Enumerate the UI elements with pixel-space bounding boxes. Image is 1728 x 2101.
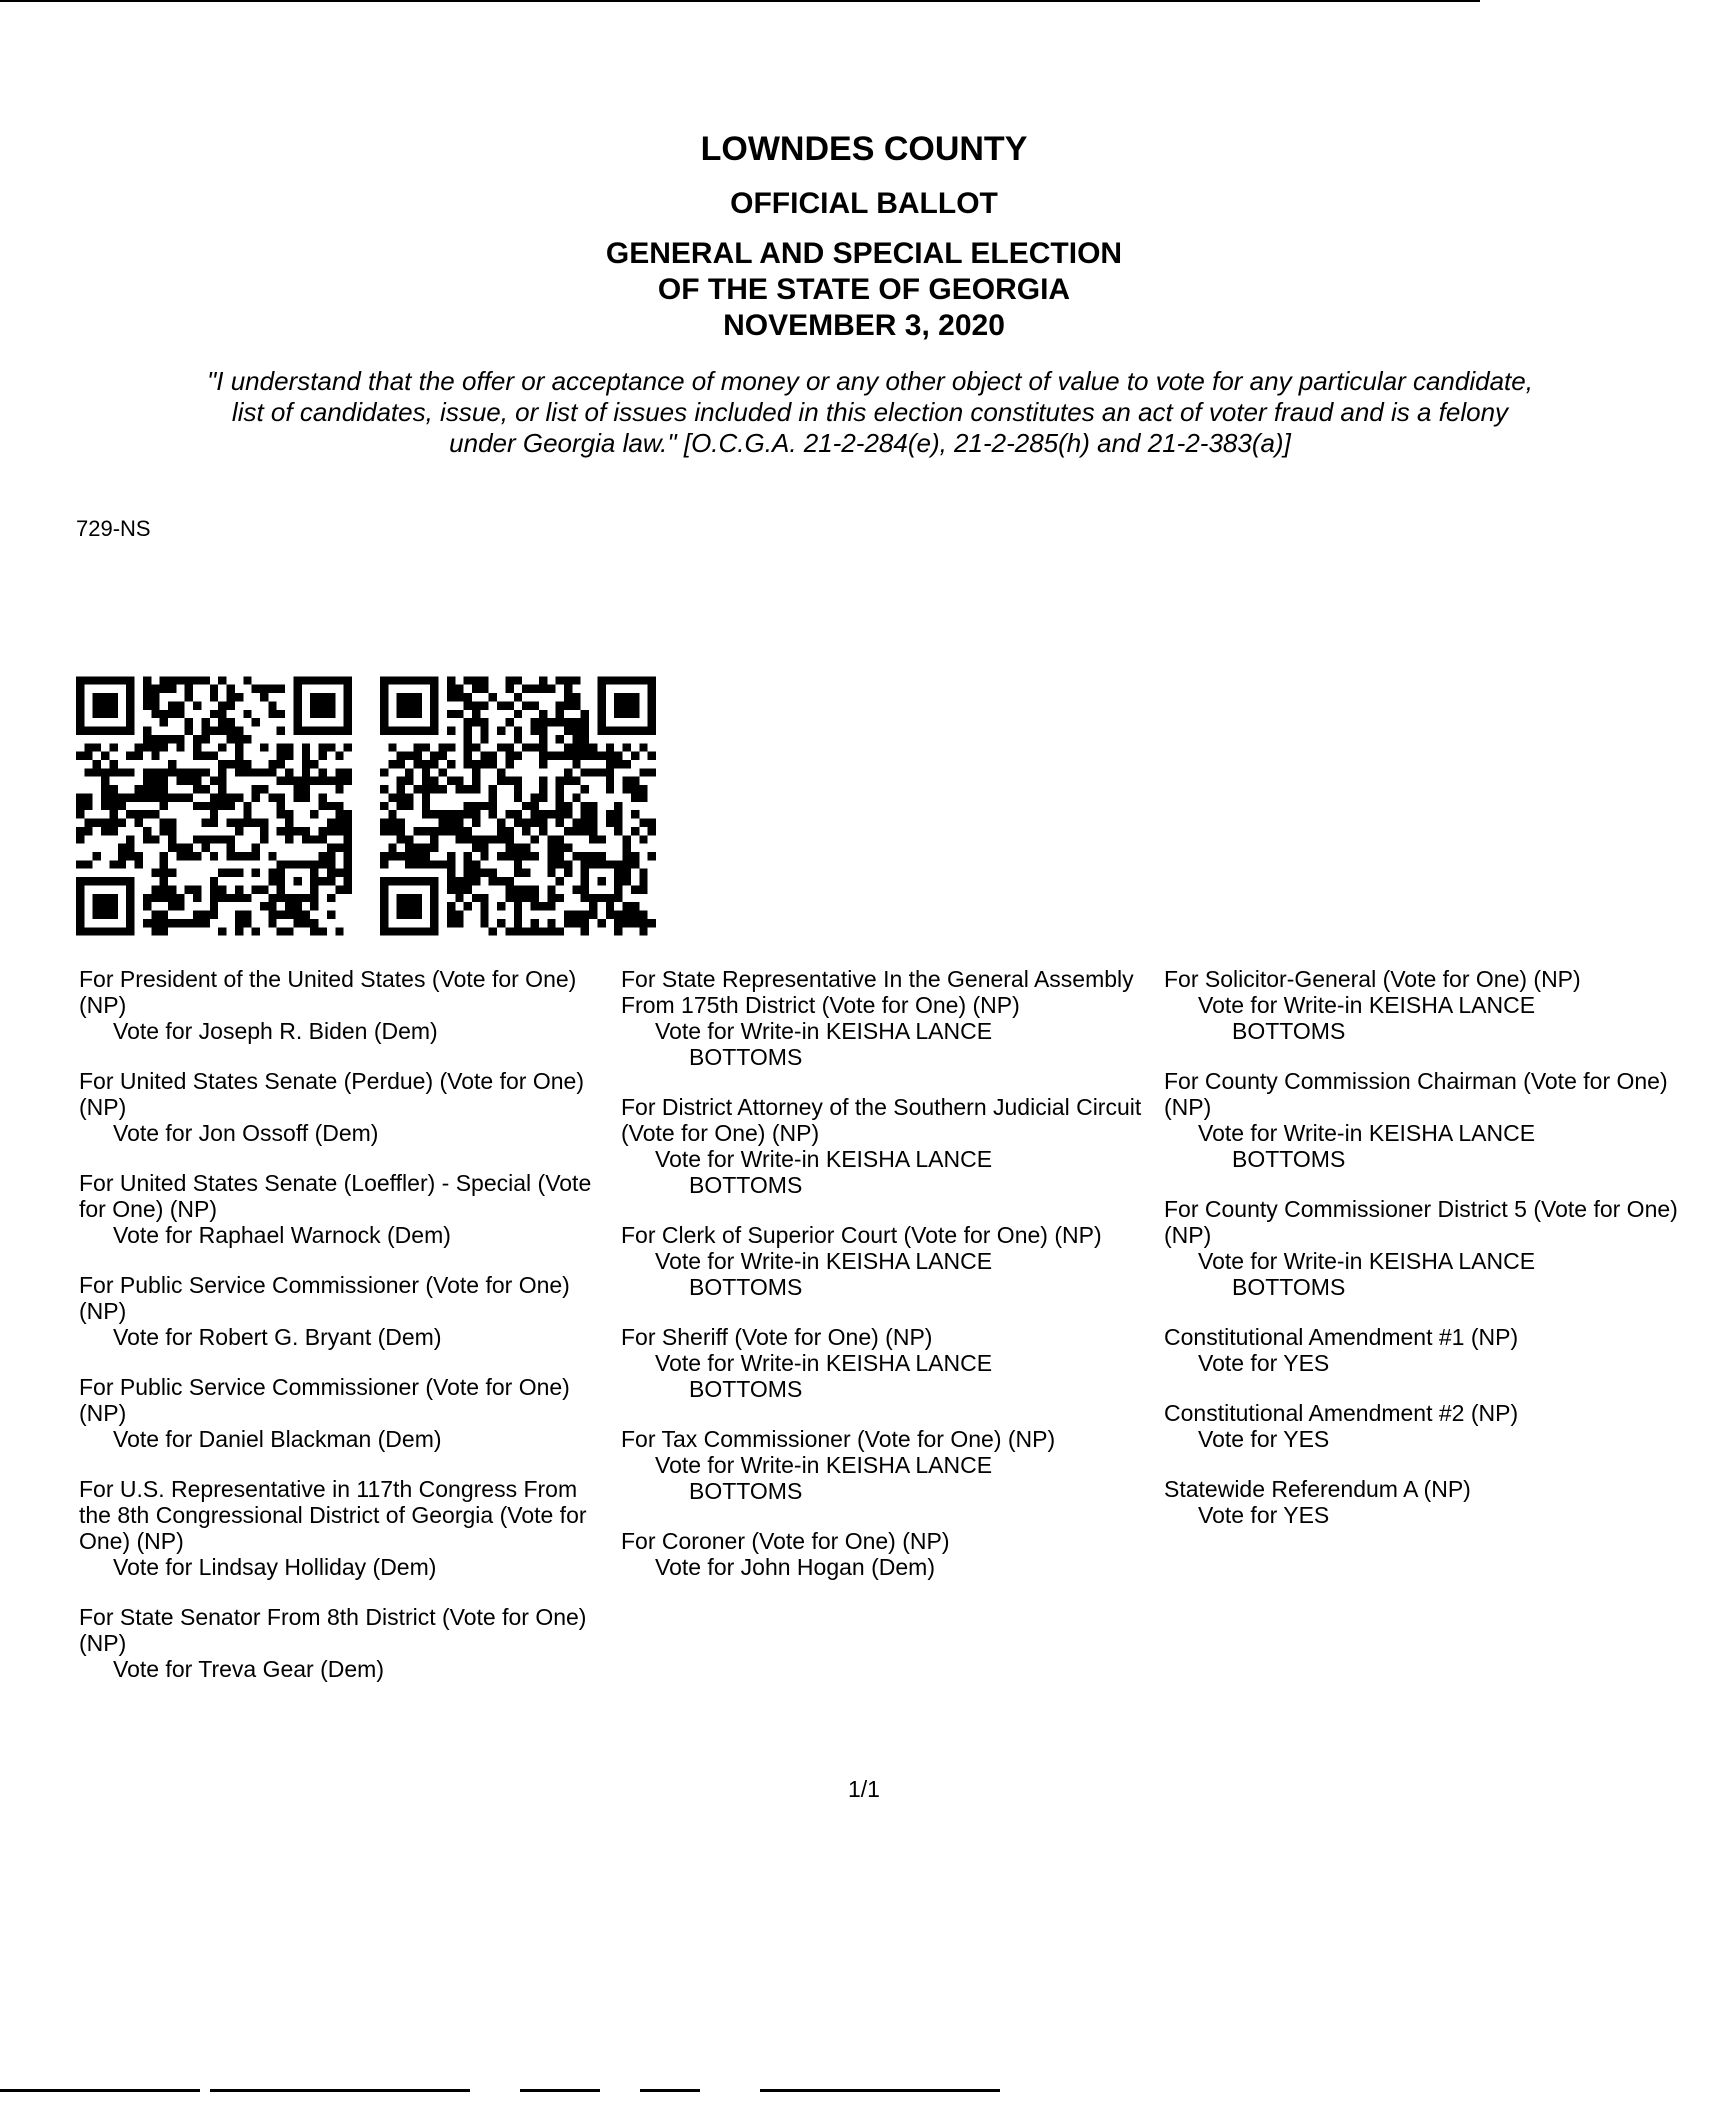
selected-choice-continued: BOTTOMS (689, 1376, 803, 1402)
election-title (0, 236, 1728, 344)
contest-title: Statewide Referendum A (NP) (1164, 1476, 1471, 1502)
oath-line: "I understand that the offer or acceptance of money or any other object of value to vote for any particular candidate, (207, 366, 1533, 396)
selected-choice: Vote for Write-in KEISHA LANCE (655, 1248, 993, 1274)
contest-block (1164, 966, 1684, 1044)
contest-block (1164, 1068, 1684, 1172)
selected-choice: Vote for Treva Gear (Dem) (113, 1656, 384, 1682)
voter-fraud-statement (70, 366, 1670, 459)
contest-block (621, 1222, 1161, 1300)
contest-block (1164, 1324, 1684, 1376)
scan-edge-bottom (0, 2089, 1728, 2092)
selected-choice: Vote for Write-in KEISHA LANCE (1198, 1120, 1536, 1146)
selected-choice: Vote for Lindsay Holliday (Dem) (113, 1554, 437, 1580)
county-title: LOWNDES COUNTY (700, 130, 1028, 168)
contest-block (79, 966, 599, 1044)
contest-title: For State Representative In the General Assembly From 175th District (Vote for One) (NP) (621, 966, 1134, 1018)
contest-title: For County Commission Chairman (Vote for One) (NP) (1164, 1068, 1668, 1120)
contest-title: For Clerk of Superior Court (Vote for One) (NP) (621, 1222, 1102, 1248)
contest-block (1164, 1400, 1684, 1452)
contest-title: For United States Senate (Perdue) (Vote for One) (NP) (79, 1068, 584, 1120)
selected-choice: Vote for Robert G. Bryant (Dem) (113, 1324, 442, 1350)
contest-block (1164, 1196, 1684, 1300)
selected-choice: Vote for Raphael Warnock (Dem) (113, 1222, 451, 1248)
selected-choice: Vote for Write-in KEISHA LANCE (655, 1018, 993, 1044)
contest-column-2 (621, 966, 1161, 1604)
contest-block (79, 1604, 599, 1682)
contest-title: For Sheriff (Vote for One) (NP) (621, 1324, 933, 1350)
contest-block (79, 1476, 599, 1580)
contest-title: For District Attorney of the Southern Judicial Circuit (Vote for One) (NP) (621, 1094, 1142, 1146)
contest-column-1 (79, 966, 599, 1706)
contest-title: For U.S. Representative in 117th Congress From the 8th Congressional District of Georgia (Vote for One) (NP) (79, 1476, 587, 1554)
selected-choice: Vote for Daniel Blackman (Dem) (113, 1426, 442, 1452)
contest-title: For United States Senate (Loeffler) - Special (Vote for One) (NP) (79, 1170, 592, 1222)
contest-block (621, 1094, 1161, 1198)
contest-block (621, 1324, 1161, 1402)
selected-choice: Vote for Write-in KEISHA LANCE (1198, 992, 1536, 1018)
ballot-header (0, 126, 1728, 344)
selected-choice-continued: BOTTOMS (689, 1044, 803, 1070)
selected-choice-continued: BOTTOMS (689, 1274, 803, 1300)
selected-choice: Vote for YES (1198, 1350, 1330, 1376)
selected-choice: Vote for Write-in KEISHA LANCE (655, 1452, 993, 1478)
contest-block (621, 1528, 1161, 1580)
contest-block (79, 1272, 599, 1350)
contest-title: For County Commissioner District 5 (Vote for One) (NP) (1164, 1196, 1678, 1248)
contest-title: For State Senator From 8th District (Vote for One) (NP) (79, 1604, 587, 1656)
contest-title: Constitutional Amendment #2 (NP) (1164, 1400, 1519, 1426)
selected-choice: Vote for Write-in KEISHA LANCE (655, 1146, 993, 1172)
scan-edge-top (0, 0, 1480, 2)
selected-choice: Vote for YES (1198, 1426, 1330, 1452)
selected-choice-continued: BOTTOMS (1232, 1274, 1346, 1300)
contest-title: For Tax Commissioner (Vote for One) (NP) (621, 1426, 1056, 1452)
contest-block (1164, 1476, 1684, 1528)
selected-choice-continued: BOTTOMS (1232, 1018, 1346, 1044)
ballot-style-id: 729-NS (76, 516, 151, 541)
contest-block (621, 966, 1161, 1070)
page-number: 1/1 (848, 1776, 880, 1802)
selected-choice: Vote for YES (1198, 1502, 1330, 1528)
election-title-line1: GENERAL AND SPECIAL ELECTION (605, 237, 1123, 270)
contest-column-3 (1164, 966, 1684, 1552)
contest-title: For Public Service Commissioner (Vote for One) (NP) (79, 1374, 570, 1426)
election-title-line2: OF THE STATE OF GEORGIA (657, 273, 1071, 306)
election-date: NOVEMBER 3, 2020 (723, 309, 1005, 342)
selected-choice-continued: BOTTOMS (1232, 1146, 1346, 1172)
contest-title: For Coroner (Vote for One) (NP) (621, 1528, 950, 1554)
oath-line: under Georgia law." [O.C.G.A. 21-2-284(e), 21-2-285(h) and 21-2-383(a)] (449, 428, 1291, 458)
contest-block (79, 1374, 599, 1452)
contest-title: For President of the United States (Vote for One) (NP) (79, 966, 577, 1018)
qr-code-icon (380, 676, 656, 936)
oath-line: list of candidates, issue, or list of issues included in this election constitutes an act of voter fraud and is a felony (231, 397, 1509, 427)
selected-choice: Vote for Write-in KEISHA LANCE (1198, 1248, 1536, 1274)
selected-choice-continued: BOTTOMS (689, 1172, 803, 1198)
selected-choice: Vote for John Hogan (Dem) (655, 1554, 935, 1580)
selected-choice-continued: BOTTOMS (689, 1478, 803, 1504)
selected-choice: Vote for Write-in KEISHA LANCE (655, 1350, 993, 1376)
contest-block (79, 1068, 599, 1146)
contest-title: For Solicitor-General (Vote for One) (NP) (1164, 966, 1581, 992)
contest-title: Constitutional Amendment #1 (NP) (1164, 1324, 1519, 1350)
qr-code-icon (76, 676, 352, 936)
contest-title: For Public Service Commissioner (Vote for One) (NP) (79, 1272, 570, 1324)
selected-choice: Vote for Jon Ossoff (Dem) (113, 1120, 379, 1146)
ballot-type-title: OFFICIAL BALLOT (730, 187, 998, 220)
contest-block (79, 1170, 599, 1248)
selected-choice: Vote for Joseph R. Biden (Dem) (113, 1018, 438, 1044)
contest-block (621, 1426, 1161, 1504)
